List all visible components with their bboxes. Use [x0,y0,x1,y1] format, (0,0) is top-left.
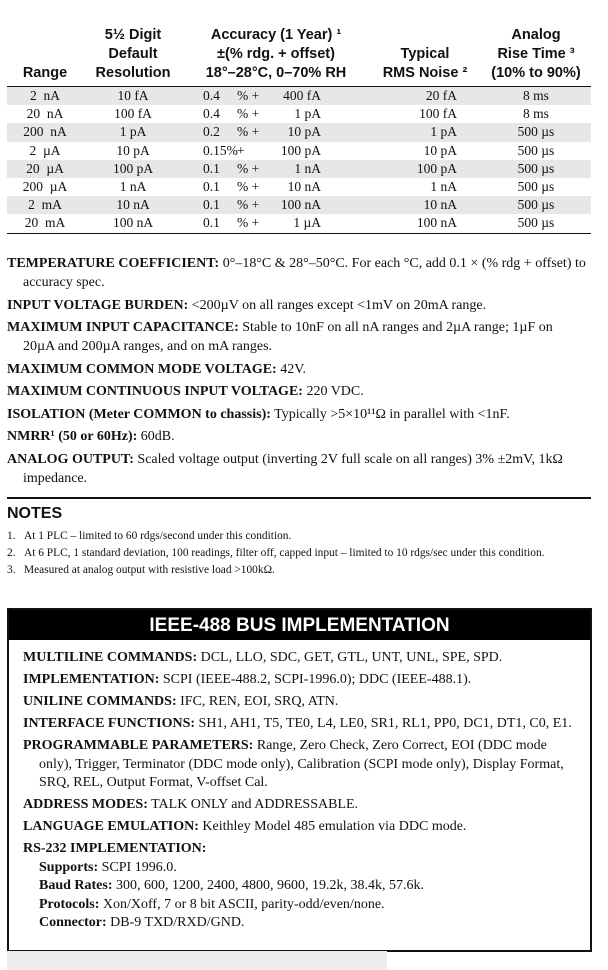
cell-noise: 10 pA [423,142,457,158]
header-range: Range [22,65,68,81]
header-noise: Typical RMS Noise ² [382,46,468,81]
cell-resolution: 100 fA [114,106,152,122]
cell-accuracy: 0.1 % + 1 nA [203,160,321,176]
ieee-interface-functions: INTERFACE FUNCTIONS: SH1, AH1, T5, TE0, L4, LE0, SR1, RL1, PP0, DC1, DT1, C0, E1. [23,716,572,731]
notes-heading: NOTES [7,505,63,522]
cell-accuracy: 0.4 % + 1 pA [203,106,321,122]
ieee-multiline-commands: MULTILINE COMMANDS: DCL, LLO, SDC, GET, GTL, UNT, UNL, SPE, SPD. [23,650,503,665]
cell-range: 200 µA [22,179,68,195]
note-item: 2. At 6 PLC, 1 standard deviation, 100 readings, filter off, capped input – limited to 10 rdgs/sec under this condition. [7,547,545,559]
rs232-supports: Supports: SCPI 1996.0. [39,859,177,875]
cell-noise: 20 fA [425,88,457,103]
cell-rise-time: 500 µs [517,179,555,195]
cell-range: 20 µA [26,160,64,176]
cell-range: 2 nA [30,88,60,103]
cell-range: 2 mA [28,197,62,213]
table-row [7,214,591,233]
cell-resolution: 1 nA [119,179,147,195]
table-row [7,178,591,196]
cell-accuracy: 0.4 % + 400 fA [203,88,321,103]
cell-range: 200 nA [23,124,67,140]
ieee-uniline-commands: UNILINE COMMANDS: IFC, REN, EOI, SRQ, ATN. [23,694,339,709]
param-input-voltage-burden: INPUT VOLTAGE BURDEN: <200µV on all ranges except <1mV on 20mA range. [7,297,487,313]
ieee-section-title: IEEE-488 BUS IMPLEMENTATION [9,610,590,640]
ieee-488-section [7,608,592,952]
cell-resolution: 10 fA [117,88,149,103]
note-item: 3. Measured at analog output with resistive load >100kΩ. [7,564,275,576]
cell-rise-time: 500 µs [517,197,555,213]
cell-resolution: 10 pA [116,142,150,158]
param-analog-output: ANALOG OUTPUT: Scaled voltage output (inverting 2V full scale on all ranges) 3% ±2mV, 1kΩ impedance. [7,451,563,486]
cell-accuracy: 0.2 % + 10 pA [203,124,321,140]
header-resolution: 5½ Digit Default Resolution [95,27,171,81]
cell-rise-time: 500 µs [517,215,555,231]
table-row [7,196,591,214]
note-item: 1. At 1 PLC – limited to 60 rdgs/second under this condition. [7,530,292,542]
rs232-protocols: Protocols: Xon/Xoff, 7 or 8 bit ASCII, parity-odd/even/none. [39,896,385,912]
footer-shade-bar [7,951,387,970]
cell-rise-time: 500 µs [517,142,555,158]
cell-noise: 10 nA [423,197,457,213]
cell-range: 2 µA [29,142,61,158]
param-max-input-capacitance: MAXIMUM INPUT CAPACITANCE: Stable to 10nF on all nA ranges and 2µA range; 1µF on 20µA and 200µA ranges, and on mA ranges. [7,320,553,354]
cell-rise-time: 8 ms [523,106,549,122]
cell-rise-time: 500 µs [517,160,555,176]
table-row [7,87,591,106]
ieee-language-emulation: LANGUAGE EMULATION: Keithley Model 485 emulation via DDC mode. [23,819,467,834]
ieee-programmable-parameters: PROGRAMMABLE PARAMETERS: Range, Zero Check, Zero Correct, EOI (DDC mode only), Trigger, Terminator (DDC mode only), Calibration (SCPI mode only), Display Format, SRQ, REL, Output Format, V-offset Cal. [23,738,564,790]
header-accuracy: Accuracy (1 Year) ¹ ±(% rdg. + offset) 18°–28°C, 0–70% RH [205,27,347,81]
param-max-common-mode-voltage: MAXIMUM COMMON MODE VOLTAGE: 42V. [7,361,307,377]
param-max-continuous-input-voltage: MAXIMUM CONTINUOUS INPUT VOLTAGE: 220 VDC. [7,384,364,399]
specifications-table [7,26,591,234]
table-row [7,123,591,141]
cell-noise: 100 nA [416,215,457,231]
cell-accuracy: 0.1 % + 1 µA [203,215,321,231]
cell-noise: 1 pA [430,124,457,140]
cell-range: 20 mA [24,215,66,231]
cell-noise: 100 pA [416,160,457,176]
cell-rise-time: 500 µs [517,124,555,140]
rs232-connector: Connector: DB-9 TXD/RXD/GND. [39,915,245,930]
cell-rise-time: 8 ms [523,88,549,103]
table-header-row [7,26,591,87]
cell-resolution: 100 nA [112,215,154,231]
notes-list [7,528,597,579]
cell-resolution: 10 nA [116,197,150,213]
table-row [7,142,591,160]
parameter-list [7,254,587,491]
param-nmrr: NMRR¹ (50 or 60Hz): 60dB. [7,429,175,444]
param-temperature-coefficient: TEMPERATURE COEFFICIENT: 0°–18°C & 28°–50°C. For each °C, add 0.1 × (% rdg + offset) to accuracy spec. [7,256,586,290]
cell-resolution: 100 pA [112,160,154,176]
cell-accuracy: 0.15%+ 100 pA [203,142,321,158]
rs232-baud-rates: Baud Rates: 300, 600, 1200, 2400, 4800, 9600, 19.2k, 38.4k, 57.6k. [39,878,425,893]
cell-accuracy: 0.1 % + 10 nA [203,179,321,195]
notes-divider [7,497,591,499]
header-rise-time: Analog Rise Time ³ (10% to 90%) [491,27,581,81]
cell-noise: 1 nA [430,179,457,195]
table-body [7,87,591,234]
table-row [7,160,591,178]
ieee-address-modes: ADDRESS MODES: TALK ONLY and ADDRESSABLE. [23,797,359,812]
cell-resolution: 1 pA [119,124,147,140]
ieee-implementation: IMPLEMENTATION: SCPI (IEEE-488.2, SCPI-1996.0); DDC (IEEE-488.1). [23,672,472,687]
ieee-content [23,649,583,933]
rs232-heading: RS-232 IMPLEMENTATION: [23,841,207,856]
cell-accuracy: 0.1 % + 100 nA [203,197,321,213]
cell-range: 20 nA [26,106,64,122]
table-row [7,105,591,123]
param-isolation: ISOLATION (Meter COMMON to chassis): Typically >5×10¹¹Ω in parallel with <1nF. [7,406,510,422]
cell-noise: 100 fA [419,106,457,122]
